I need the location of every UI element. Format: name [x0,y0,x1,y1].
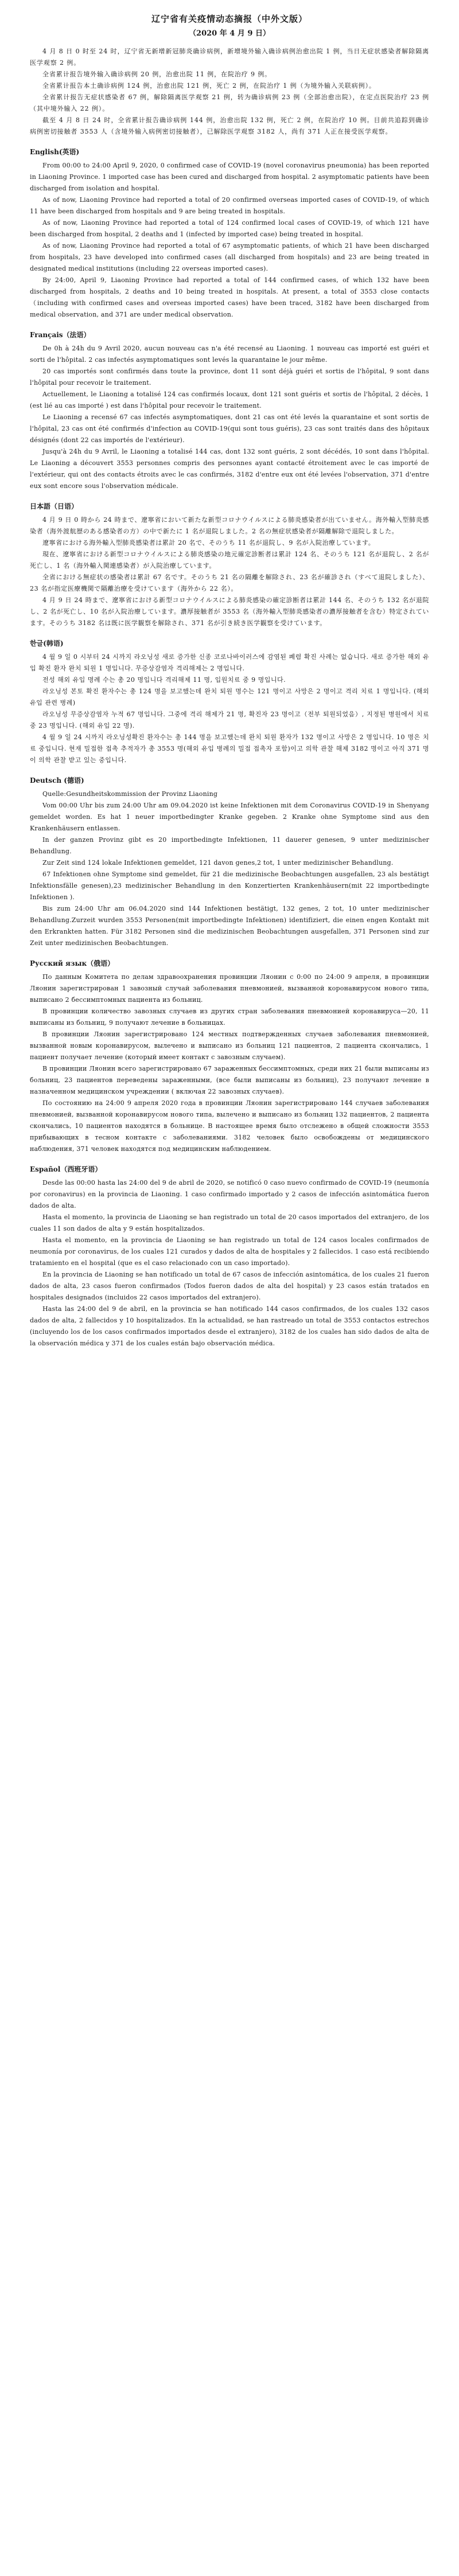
document-title: 辽宁省有关疫情动态摘报（中外文版） [151,14,308,24]
section-german [30,775,429,949]
paragraph: В провинции Ляонин всего зарегистрировано 67 зараженных бессимптомных, среди них 21 были выписаны из больниц, 23 пациентов переведены зараженными, (все были выписаны из больниц), 23 получают лечение в назначенном медицинском учреждении ( включая 22 завозных случаев). [30,1065,429,1095]
paragraph: 전성 해외 유입 명례 수는 총 20 명입니다 격리해제 11 명, 입원치료 중 9 명입니다. [42,676,286,684]
paragraph: As of now, Liaoning Province had reported a total of 67 asymptomatic patients, of which 21 have been discharged from hospitals, 23 have developed into confirmed cases (all discharged from hospitals) and 23 are being treated in designated medical institutions (including 22 overseas imported cases). [30,242,429,272]
paragraph: 4 月 9 日 24 時まで、遼寧省における新型コロナウイルスによる肺炎感染の確定診断者は累計 144 名、そのうち 132 名が退院し、2 名が死亡し、10 名が入院治療しています。濃厚接触者が 3553 名（海外輸入型肺炎感染者の濃厚接触者を含む）特定されています。そのうち 3182 名は既に医学観察を解除され、371 名が引き続き医学観察を受けています。 [30,596,429,627]
paragraph: Bis zum 24:00 Uhr am 06.04.2020 sind 144 Infektionen bestätigt, 132 genes, 2 tot, 10 unter medizinischer Behandlung.Zurzeit wurden 3553 Personen(mit importbedingte Infektionen) identifiziert, die einen engen Kontakt mit den Erkrankten hatten. Für 3182 Personen sind die medizinischen Beobachtungen ausgefallen, 371 Personen sind zur Zeit unter medizinischen Beobachtungen. [30,905,429,947]
section-heading: English(英语) [30,148,80,156]
paragraph: Hasta el momento, en la provincia de Liaoning se han registrado un total de 124 casos locales confirmados de neumonía por coronavirus, de los cuales 121 curados y dados de alta de hospitales y 2 fallecidos. 1 caso está recibiendo tratamiento en el hospital (que es el caso relacionado con un caso importado). [30,1236,429,1267]
paragraph: Hasta el momento, la provincia de Liaoning se han registrado un total de 20 casos importados del extranjero, de los cuales 11 son dados de alta y 9 están hospitalizados. [30,1213,429,1232]
paragraph: 現在、遼寧省における新型コロナウイルスによる肺炎感染の地元確定診断者は累計 124 名、そのうち 121 名が退院し、2 名が死亡し、1 名（海外輸入関連感染者）が入院治療しています。 [30,551,429,569]
paragraph: Zur Zeit sind 124 lokale Infektionen gemeldet, 121 davon genes,2 tot, 1 unter medizinischer Behandlung. [42,859,394,867]
paragraph: По данным Комитета по делам здравоохранения провинции Ляонин с 0:00 по 24:00 9 апреля, в провинции Ляонин зарегистрирован 1 завозный случай заболевания пневмонией, вызванной коронавирусом нового типа, выписано 2 бессимптомных пациента из больниц. [30,973,429,1004]
section-chinese [30,46,429,138]
paragraph: Hasta las 24:00 del 9 de abril, en la provincia se han notificado 144 casos confirmados, de los cuales 132 casos dados de alta, 2 fallecidos y 10 hospitalizados. En la actualidad, se han rastreado un total de 3553 contactos estrechos (incluyendo los de los casos confirmados importados desde el extranjero), 3182 de los cuales han sido dados de alta de la observación médica y 371 de los cuales están bajo observación médica. [30,1305,429,1347]
paragraph: 全省における無症状の感染者は累計 67 名です。そのうち 21 名の隔離を解除され、23 名が確診され（すべて退院しました）、23 名が指定医療機関で隔離治療を受けています（海外から 22 名）。 [30,573,429,592]
paragraph: As of now, Liaoning Province had reported a total of 20 confirmed overseas imported cases of COVID-19, of which 11 have been discharged from hospitals and 9 are being treated in hospitals. [30,196,429,215]
paragraph: 全省累计报告境外输入确诊病例 20 例，治愈出院 11 例，在院治疗 9 例。 [42,71,272,78]
paragraph: Le Liaoning a recensé 67 cas infectés asymptomatiques, dont 21 cas ont été levés la quarantaine et sont sortis de l'hôpital, 23 cas ont été confirmés d'infection au COVID-19(qui sont tous guéris), 23 cas sont traités dans des hôpitaux désignés (dont 22 cas importés de l'extérieur). [30,413,429,444]
paragraph: 67 Infektionen ohne Symptome sind gemeldet, für 21 die medizinische Beobachtungen ausgefallen, 23 als bestätigt Infektionsfälle genesen),23 medizinischer Behandlung in den Konzertierten Krankenhäusern(mit 22 importbedingte Infektionen ). [30,871,429,901]
paragraph: 截至 4 月 8 日 24 时，全省累计报告确诊病例 144 例，治愈出院 132 例，死亡 2 例，在院治疗 10 例。目前共追踪到确诊病例密切接触者 3553 人（含境外输入病例密切接触者），已解除医学观察 3182 人，尚有 371 人正在接受医学观察。 [30,116,429,135]
section-heading: 日本語（日语） [30,502,79,510]
paragraph: In der ganzen Provinz gibt es 20 importbedingte Infektionen, 11 dauerer genesen, 9 unter medizinischer Behandlung. [30,836,429,855]
paragraph: Actuellement, le Liaoning a totalisé 124 cas confirmés locaux, dont 121 sont guéris et sortis de l'hôpital, 2 décès, 1 (est lié au cas importé ) est dans l'hôpital pour recevoir le traitement. [30,391,429,409]
paragraph: 4 月 8 日 0 时至 24 时，辽宁省无新增新冠肺炎确诊病例，新增境外输入确诊病例治愈出院 1 例，当日无症状感染者解除隔离医学观察 2 例。 [30,48,429,67]
section-heading: 한글(韩语) [30,639,64,647]
paragraph: 全省累计报告无症状感染者 67 例，解除隔离医学观察 21 例，转为确诊病例 23 例（全部治愈出院），在定点医院治疗 23 例（其中境外输入 22 例）。 [30,93,429,112]
section-heading: Deutsch (德语) [30,776,84,784]
document-date: （2020 年 4 月 9 日） [189,29,270,38]
paragraph: Quelle:Gesundheitskommission der Provinz Liaoning [42,790,218,798]
paragraph: 20 cas importés sont confirmés dans toute la province, dont 11 sont déjà guéri et sortis de l'hôpital, 9 sont dans l'hôpital pour recevoir le traitement. [30,368,429,387]
section-japanese [30,501,429,629]
section-english [30,147,429,321]
section-russian [30,958,429,1155]
paragraph: 4 月 9 日 0 時から 24 時まで、遼寧省において新たな新型コロナウイルスによる肺炎感染者が出ていません。海外輸入型肺炎感染者（海外渡航歴のある感染者の方）の中で新たに 1 名が退院しました。2 名の無症状感染者が隔離解除で退院しました。 [30,516,429,535]
section-heading: Русский язык（俄语） [30,959,115,967]
paragraph: По состоянию на 24:00 9 апреля 2020 года в провинции Ляонин зарегистрировано 144 случаев заболевания пневмонией, вызванной коронавирусом нового типа, вылечено и выписано из больниц 132 пациентов, 2 пациента скончались, 10 пациентов находятся в больнице. В настоящее время было отслежено в общей сложности 3553 прибывающих в тесном контакте с заболеваниями. 3182 человек было освобождены от медицинского наблюдения, 371 человек находятся под медицинским наблюдением. [30,1099,429,1153]
paragraph: By 24:00, April 9, Liaoning Province had reported a total of 144 confirmed cases, of which 132 have been discharged from hospitals, 2 deaths and 10 being treated in hospitals. At present, a total of 3553 close contacts（including with confirmed cases and overseas imported cases) have been traced, 3182 have been discharged from medical observation, and 371 are under medical observation. [30,276,429,318]
paragraph: 라오닝성 본토 확진 환자수는 총 124 명을 보고했는데 완치 퇴원 명수는 121 명이고 사망은 2 명이고 격리 치료 1 명입니다. (해외 유입 관련 병례) [30,688,429,707]
section-heading: Español（西班牙语） [30,1165,102,1173]
paragraph: 全省累计报告本土确诊病例 124 例，治愈出院 121 例，死亡 2 例，在院治疗 1 例（为境外输入关联病例）。 [42,82,376,89]
paragraph: En la provincia de Liaoning se han notificado un total de 67 casos de infección asintomática, de los cuales 21 fueron dados de alta, 23 casos fueron confirmados (Todos fueron dados de alta del hospital) y 23 casos están tratados en hospitales designados (incluidos 22 casos importados del extranjero). [30,1271,429,1301]
paragraph: 4 월 9 일 0 시부터 24 시까지 라오닝성 새로 증가한 신종 코로나바이러스에 감염된 폐렴 확진 사례는 없습니다. 새로 증가한 해외 유입 확진 환자 완치 퇴원 1 명입니다. 무증상감염자 격리해제는 2 명입니다. [30,653,429,672]
paragraph: From 00:00 to 24:00 April 9, 2020, 0 confirmed case of COVID-19 (novel coronavirus pneumonia) has been reported in Liaoning Province. 1 imported case has been cured and discharged from hospital. 2 asymptomatic patients have been discharged from isolation and hospital. [30,162,430,192]
section-heading: Français（法语） [30,331,91,339]
paragraph: De 0h à 24h du 9 Avril 2020, aucun nouveau cas n'a été recensé au Liaoning. 1 nouveau cas importé est guéri et sorti de l'hôpital. 2 cas infectés asymptomatiques sont levés la quarantaine le jour même. [30,345,429,364]
paragraph: 遼寧省における海外輸入型肺炎感染者は累計 20 名で、そのうち 11 名が退院し、9 名が入院治療しています。 [42,539,375,547]
paragraph: Desde las 00:00 hasta las 24:00 del 9 de abril de 2020, se notificó 0 caso nuevo confirmado de COVID-19 (neumonía por coronavirus) en la provincia de Liaoning. 1 caso confirmado importado y 2 casos de infección asintomática fueron dados de alta. [30,1179,429,1209]
section-french [30,330,429,492]
section-spanish [30,1164,429,1349]
paragraph: 라오닝성 무증상감염자 누적 67 명입니다. 그중에 격리 해제가 21 명, 확진자 23 명이고（전부 퇴원되었음）, 지정된 병원에서 치료 중 23 명입니다. (해외 유입 22 명). [30,711,429,729]
section-korean [30,638,429,766]
paragraph: As of now, Liaoning Province had reported a total of 124 confirmed local cases of COVID-19, of which 121 have been discharged from hospital, 2 deaths and 1 (infected by imported case) being treated in hospital. [30,219,429,238]
paragraph: 4 월 9 일 24 시까지 라오닝성확진 환자수는 총 144 명을 보고했는데 완치 퇴원 환자가 132 명이고 사망은 2 명입니다. 10 명은 치료 중입니다. 현재 밀접한 접촉 추적자가 총 3553 명(해외 유입 병례의 밀접 접촉자 포함)이고 의학 관찰 해제 3182 명이고 아직 371 명이 의학 관찰 받고 있는 중입니다. [30,733,429,764]
paragraph: В провинции Ляонин зарегистрировано 124 местных подтвержденных случаев заболевания пневмонией, вызванной новым коронавирусом, вылечено и выписано из больниц 121 пациентов, 2 пациента скончались, 1 пациент получает лечение (который имеет контакт с завозным случаем). [30,1031,429,1061]
paragraph: Jusqu'à 24h du 9 Avril, le Liaoning a totalisé 144 cas, dont 132 sont guéris, 2 sont décédés, 10 sont dans l'hôpital. Le Liaoning a découvert 3553 personnes compris des personnes ayant contacté étroitement avec le cas importé de l'extérieur, qui ont des contacts étroits avec le cas confirmés, 3182 d'entre eux ont été levées l'observation, 371 d'entre eux sont encore sous l'observation médicale. [30,448,429,490]
paragraph: В провинции количество завозных случаев из других стран заболевания пневмонией коронавируса—20, 11 выписаны из больниц, 9 получают лечение в больницах. [30,1008,429,1027]
paragraph: Vom 00:00 Uhr bis zum 24:00 Uhr am 09.04.2020 ist keine Infektionen mit dem Coronavirus COVID-19 in Shenyang gemeldet worden. Es hat 1 neuer importbedingter Kranke gegeben. 2 Kranke ohne Symptome sind aus den Krankenhäusern entlassen. [30,802,429,832]
